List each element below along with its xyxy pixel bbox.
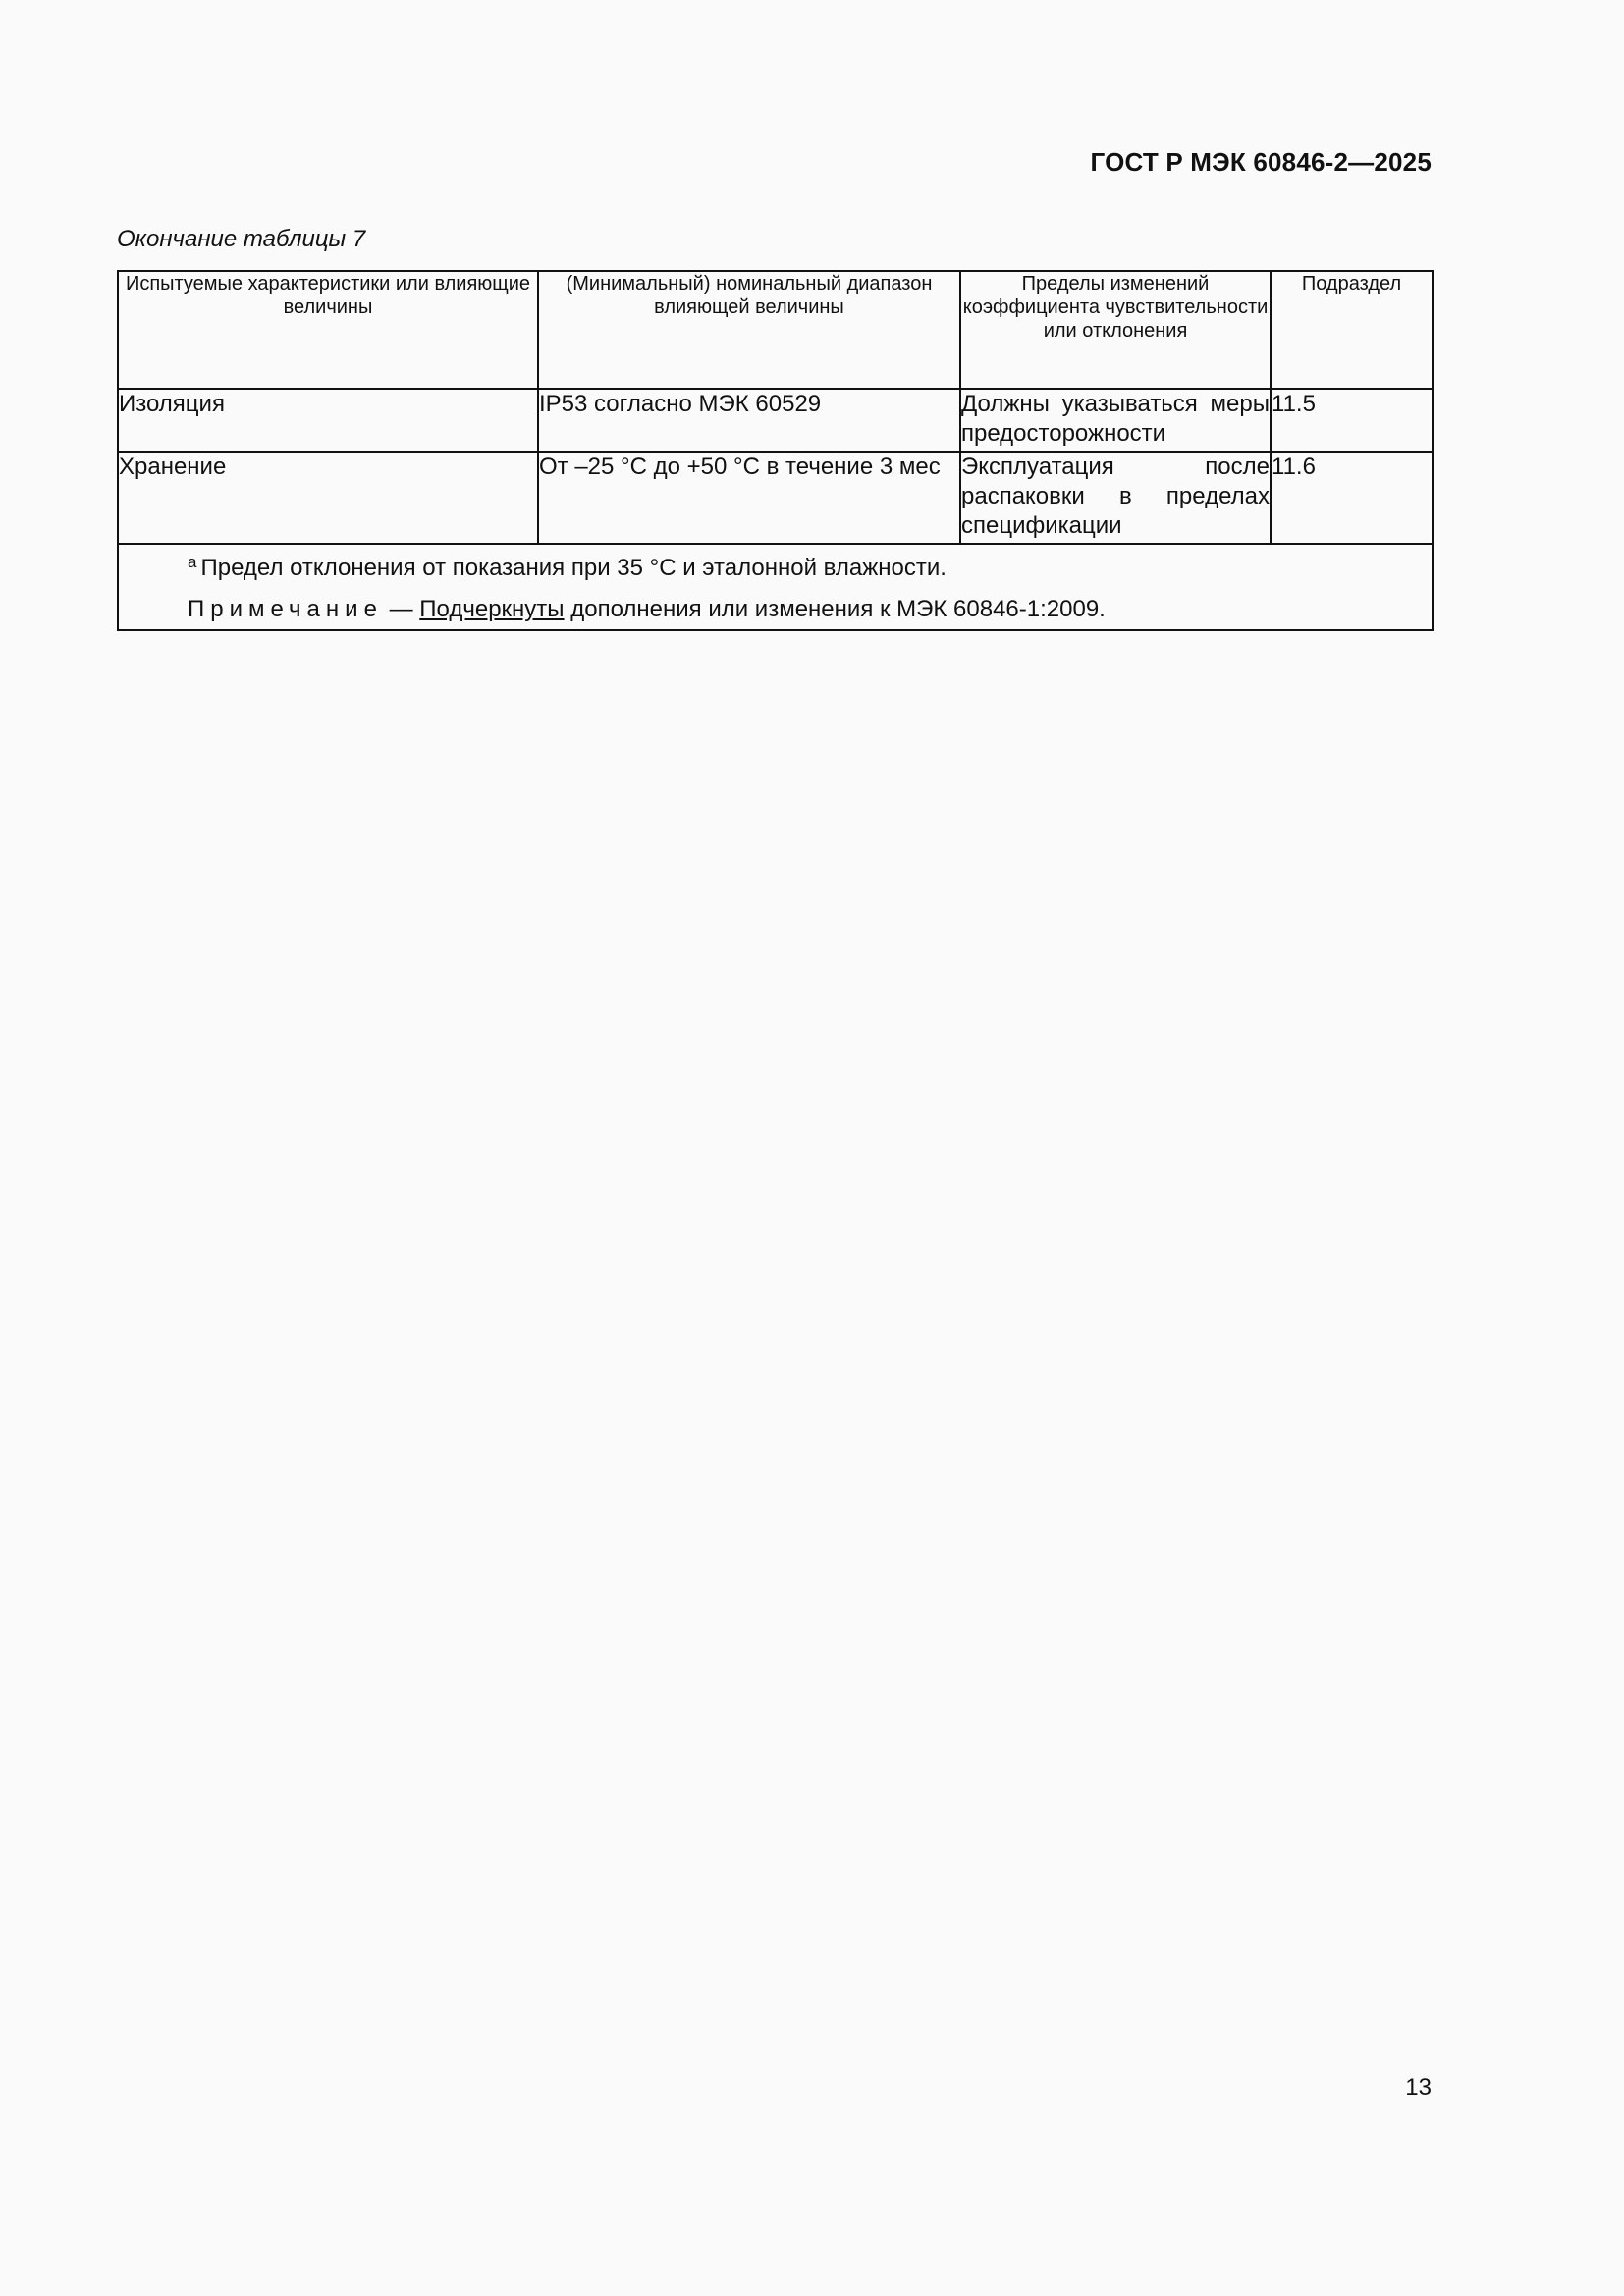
note-underlined-word: Подчеркнуты [419, 596, 565, 622]
column-header-range: (Минимальный) номинальный диапазон влияющей величины [538, 271, 960, 389]
cell-characteristic: Изоляция [118, 389, 538, 452]
footnote [119, 545, 1432, 586]
page-number: 13 [1405, 2074, 1432, 2101]
footnote-text: Предел отклонения от показания при 35 °С и эталонной влажности. [200, 555, 947, 581]
column-header-subsection: Подраздел [1271, 271, 1433, 389]
cell-limits: Эксплуатация после распаковки в пределах спецификации [960, 452, 1271, 544]
table-note [119, 590, 1432, 629]
table-footer [118, 544, 1433, 630]
table-row [118, 452, 1433, 544]
table-header-row [118, 271, 1433, 389]
cell-subsection: 11.6 [1271, 452, 1433, 544]
document-code-header: ГОСТ Р МЭК 60846-2—2025 [1090, 147, 1432, 177]
table-footer-row [118, 544, 1433, 630]
cell-limits: Должны указываться меры предосторожности [960, 389, 1271, 452]
note-dash: — [382, 596, 420, 622]
cell-range: IP53 согласно МЭК 60529 [538, 389, 960, 452]
note-label: Примечание [188, 596, 383, 622]
column-header-limits: Пределы изменений коэффициента чувствительности или отклонения [960, 271, 1271, 389]
footnote-marker: а [188, 553, 197, 571]
cell-characteristic: Хранение [118, 452, 538, 544]
table-caption: Окончание таблицы 7 [117, 226, 366, 252]
column-header-characteristic: Испытуемые характеристики или влияющие величины [118, 271, 538, 389]
characteristics-table [117, 270, 1434, 631]
note-text: дополнения или изменения к МЭК 60846-1:2009. [564, 596, 1106, 622]
cell-subsection: 11.5 [1271, 389, 1433, 452]
table-row [118, 389, 1433, 452]
cell-range: От –25 °С до +50 °С в течение 3 мес [538, 452, 960, 544]
